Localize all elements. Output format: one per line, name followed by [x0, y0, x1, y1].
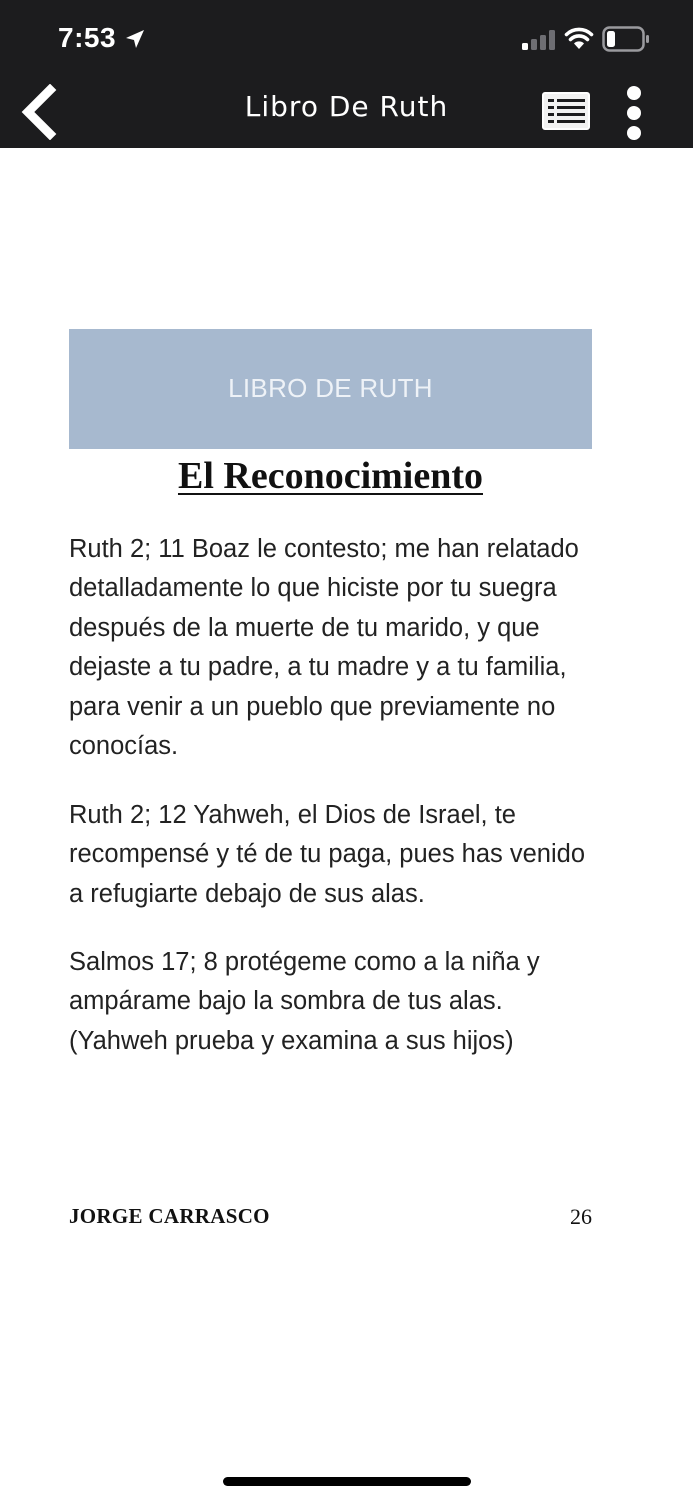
banner-text: LIBRO DE RUTH	[228, 373, 433, 403]
chapter-title: El Reconocimiento	[177, 455, 483, 497]
status-bar	[0, 0, 693, 76]
paragraph: Salmos 17; 8 protégeme como a la niña y ampárame bajo la sombra de tus alas. (Yahweh prueba y examina a sus hijos)	[69, 948, 540, 1055]
paragraph: Ruth 2; 12 Yahweh, el Dios de Israel, te recompensé y té de tu paga, pues has venido a refugiarte debajo de sus alas.	[69, 801, 586, 908]
cellular-signal-icon	[522, 30, 556, 50]
nav-title: Libro De Ruth	[244, 90, 449, 123]
status-time: 7:53	[58, 22, 117, 53]
footer-author: JORGE CARRASCO	[69, 1204, 270, 1228]
list-icon[interactable]	[540, 90, 594, 134]
home-indicator[interactable]	[223, 1477, 471, 1486]
wifi-icon	[564, 26, 594, 50]
book-page	[0, 148, 693, 1500]
location-arrow-icon	[124, 28, 146, 50]
battery-low-icon	[602, 26, 650, 52]
page-number: 26	[570, 1204, 592, 1229]
nav-bar	[0, 76, 693, 148]
more-vertical-icon[interactable]	[616, 84, 652, 142]
chapter-banner	[69, 329, 592, 449]
paragraph: Ruth 2; 11 Boaz le contesto; me han relatado detalladamente lo que hiciste por tu suegra después de la muerte de tu marido, y que dejaste a tu padre, a tu madre y a tu familia, para venir a un pueblo que previamente no conocías.	[69, 535, 579, 761]
